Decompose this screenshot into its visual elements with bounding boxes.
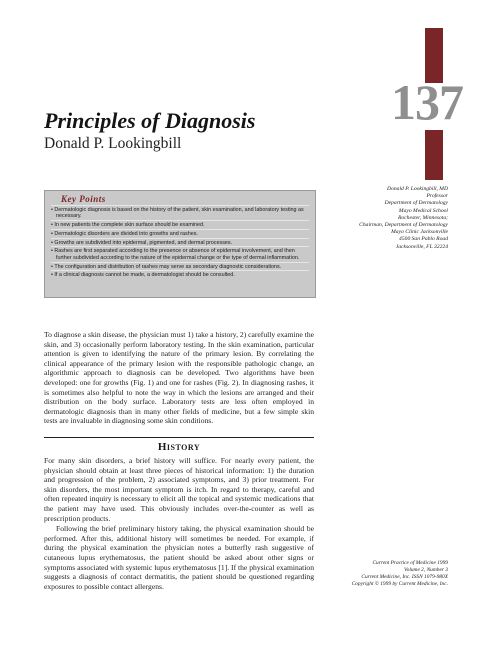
key-points-heading: Key Points: [61, 194, 106, 204]
history-heading: History: [157, 441, 201, 453]
affiliation-line: Rochester, Minnesota;: [397, 214, 448, 221]
citation-line: Volume 2, Number 3: [403, 567, 448, 573]
history-section: [44, 456, 314, 591]
key-point-item: • If a clinical diagnosis cannot be made, a dermatologist should be consulted.: [51, 270, 309, 279]
key-point-item: • Dermatologic disorders are divided into growths and rashes.: [51, 229, 309, 238]
author-affiliation: [320, 186, 448, 251]
history-paragraph: For many skin disorders, a brief history will suffice. For nearly every patient, the physician should obtain at least three pieces of historical information: 1) the duration and progression of the problem, 2) associated symptoms, and 3) prior treatment. For skin disorders, the most important symptom is itch. In regard to therapy, careful and often repeated inquiry is necessary to elicit all the topical and systemic medications that the patient may have used. This obviously includes over-the-counter as well as prescription products.: [44, 456, 314, 523]
affiliation-name: Donald P. Lookingbill, MD: [387, 186, 448, 192]
key-point-item: • The configuration and distribution of rashes may serve as secondary diagnostic considerations.: [51, 262, 309, 271]
citation-line: Copyright © 1999 by Current Medicine, Inc.: [351, 581, 448, 587]
chapter-author: Donald P. Lookingbill: [44, 135, 182, 152]
affiliation-line: Department of Dermatology: [384, 200, 448, 207]
key-point-item: • Dermatologic diagnosis is based on the history of the patient, skin examination, and laboratory testing as necessary.: [51, 205, 309, 220]
affiliation-line: Mayo Clinic Jacksonville: [391, 229, 448, 236]
affiliation-line: 4500 San Pablo Road: [399, 236, 448, 243]
section-rule: [44, 437, 314, 438]
history-paragraph: Following the brief preliminary history taking, the physical examination should be performed. After this, additional history will sometimes be needed. For example, if during the physical examination the physician notes a butterfly rash suggestive of cutaneous lupus erythematosus, the patient should be asked about other signs or symptoms associated with systemic lupus erythematosus [1]. If the physical examination suggests a diagnosis of contact dermatitis, the patient should be questioned regarding exposures to possible contact allergens.: [44, 524, 314, 591]
affiliation-line: Jacksonville, FL 32224: [395, 243, 448, 250]
journal-citation: [322, 560, 448, 588]
key-points-box: [44, 190, 316, 298]
citation-line: Current Practice of Medicine 1999: [372, 560, 448, 566]
affiliation-line: Chairman, Department of Dermatology: [359, 222, 448, 229]
chapter-bar-bottom: [425, 130, 443, 180]
intro-paragraph: To diagnose a skin disease, the physician must 1) take a history, 2) carefully examine the skin, and 3) occasionally perform laboratory testing. In the skin examination, particular attention is given to identifying the nature of the primary lesion. By correlating the clinical appearance of the primary lesion with the responsible pathologic change, an algorithmic approach to diagnosis can be developed. Two algorithms have been developed: one for growths (Fig. 1) and one for rashes (Fig. 2). In diagnosing rashes, it is sometimes also helpful to note the way in which the lesions are arranged and their distribution on the body surface. Laboratory tests are less often employed in dermatologic diagnosis than in many other fields of medicine, but a few simple skin tests are invaluable in diagnosing some skin conditions.: [44, 330, 314, 426]
chapter-title: Principles of Diagnosis: [44, 108, 256, 133]
key-point-item: • Growths are subdivided into epidermal, pigmented, and dermal processes.: [51, 238, 309, 247]
key-points-list: [51, 205, 309, 279]
affiliation-line: Mayo Medical School: [398, 207, 448, 214]
citation-line: Current Medicine, Inc. ISSN 1079-980X: [361, 574, 448, 580]
chapter-number: 137: [391, 74, 463, 130]
key-point-item: • In new patients the complete skin surface should be examined.: [51, 220, 309, 229]
affiliation-line: Professor: [426, 193, 448, 200]
key-point-item: • Rashes are first separated according to the presence or absence of epidermal involvement, and then further subdivided according to the nature of the epidermal change or the type of dermal inflammation.: [51, 246, 309, 261]
